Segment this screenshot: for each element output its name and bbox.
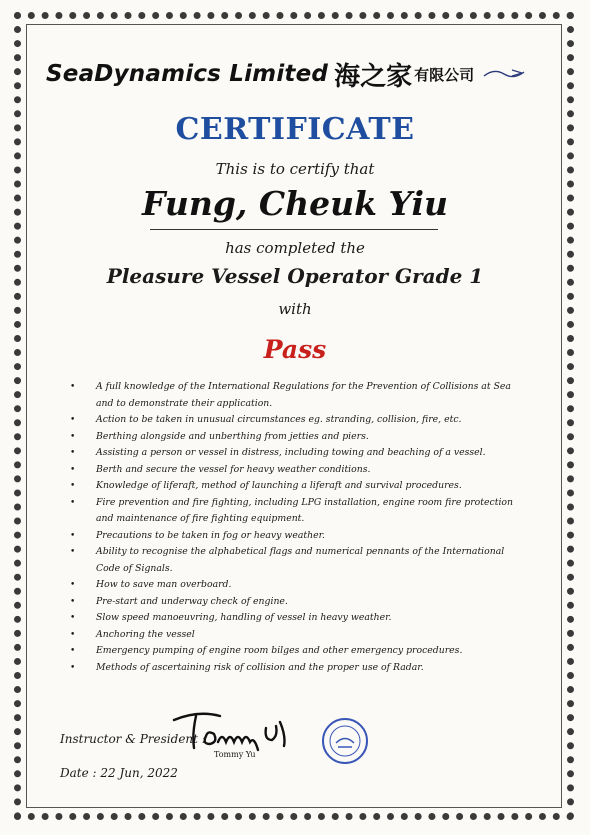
bullet-icon: • bbox=[70, 481, 76, 491]
recipient-name: Fung, Cheuk Yiu bbox=[142, 184, 448, 223]
company-name-cn-suffix: 有限公司 bbox=[414, 65, 475, 84]
list-item: • How to save man overboard. bbox=[70, 577, 520, 594]
course-name: Pleasure Vessel Operator Grade 1 bbox=[106, 264, 484, 288]
competency-list bbox=[70, 379, 520, 676]
list-item: • Assisting a person or vessel in distress, including towing and beaching of a vessel. bbox=[70, 445, 520, 462]
with-text: with bbox=[278, 300, 312, 318]
bullet-icon: • bbox=[70, 530, 76, 541]
certificate-title: CERTIFICATE bbox=[175, 112, 415, 147]
list-item: • Pre-start and underway check of engine. bbox=[70, 594, 520, 611]
issue-date: Date : 22 Jun, 2022 bbox=[60, 766, 178, 780]
wave-logo-icon bbox=[482, 64, 526, 84]
completed-text: has completed the bbox=[225, 239, 365, 257]
bullet-icon: • bbox=[70, 431, 76, 442]
list-item: • Ability to recognise the alphabetical flags and numerical pennants of the International Code of Signals. bbox=[70, 546, 505, 574]
company-header bbox=[46, 56, 550, 92]
name-underline bbox=[150, 229, 438, 230]
list-item: • Methods of ascertaining risk of collision and the proper use of Radar. bbox=[70, 660, 520, 677]
bullet-icon: • bbox=[70, 662, 76, 673]
bullet-icon: • bbox=[70, 415, 76, 425]
bullet-icon: • bbox=[70, 464, 76, 475]
bullet-icon: • bbox=[70, 547, 76, 557]
signer-name: Tommy Yu bbox=[214, 750, 256, 759]
bullet-icon: • bbox=[70, 448, 76, 458]
intro-text: This is to certify that bbox=[215, 160, 375, 178]
list-item: • Emergency pumping of engine room bilges and other emergency procedures. bbox=[70, 643, 520, 660]
list-item: • Fire prevention and fire fighting, including LPG installation, engine room fire protection and maintenance of fire fighting equipment. bbox=[70, 496, 514, 524]
bullet-icon: • bbox=[70, 646, 76, 656]
list-item: • Slow speed manoeuvring, handling of vessel in heavy weather. bbox=[70, 610, 520, 627]
list-item: • A full knowledge of the International Regulations for the Prevention of Collisions at Sea and to demonstrate their application. bbox=[70, 381, 511, 409]
handwritten-signature bbox=[168, 706, 298, 754]
result-text: Pass bbox=[263, 335, 327, 364]
list-item: • Precautions to be taken in fog or heavy weather. bbox=[70, 528, 520, 545]
company-seal-icon bbox=[320, 716, 370, 766]
list-item: • Berth and secure the vessel for heavy weather conditions. bbox=[70, 462, 520, 479]
bullet-icon: • bbox=[70, 382, 76, 392]
list-item: • Berthing alongside and unberthing from jetties and piers. bbox=[70, 429, 520, 446]
list-item: • Anchoring the vessel bbox=[70, 627, 520, 644]
bullet-icon: • bbox=[70, 629, 76, 640]
company-name-en: SeaDynamics Limited bbox=[46, 61, 329, 87]
bullet-icon: • bbox=[70, 613, 76, 623]
list-item: • Action to be taken in unusual circumstances eg. stranding, collision, fire, etc. bbox=[70, 412, 520, 429]
list-item: • Knowledge of liferaft, method of launching a liferaft and survival procedures. bbox=[70, 478, 520, 495]
instructor-label: Instructor & President : bbox=[60, 732, 206, 746]
bullet-icon: • bbox=[70, 497, 76, 508]
bullet-icon: • bbox=[70, 596, 76, 607]
bullet-icon: • bbox=[70, 580, 76, 590]
company-name-cn: 海之家 bbox=[334, 61, 413, 92]
